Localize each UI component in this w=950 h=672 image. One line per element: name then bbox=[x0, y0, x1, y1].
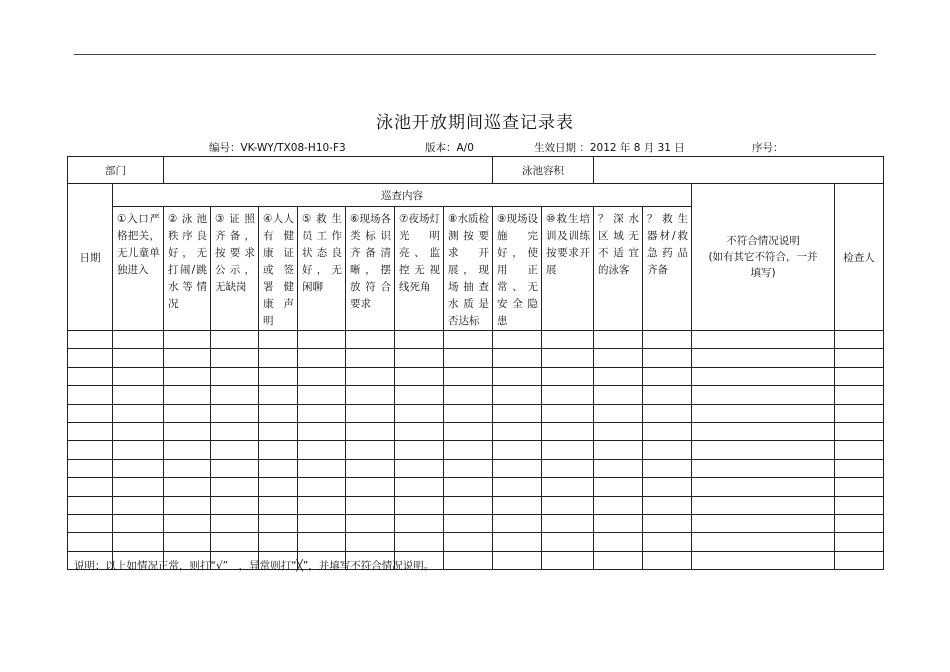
record-cell[interactable] bbox=[594, 514, 643, 532]
table-row bbox=[68, 404, 884, 422]
record-cell[interactable] bbox=[493, 478, 542, 496]
record-cell[interactable] bbox=[298, 533, 346, 551]
record-cell[interactable] bbox=[643, 533, 692, 551]
record-cell[interactable] bbox=[346, 496, 395, 514]
record-cell[interactable] bbox=[211, 404, 259, 422]
record-cell[interactable] bbox=[68, 478, 113, 496]
record-cell[interactable] bbox=[643, 551, 692, 569]
record-cell[interactable] bbox=[542, 533, 594, 551]
record-cell[interactable] bbox=[692, 478, 835, 496]
record-cell[interactable] bbox=[493, 386, 542, 404]
inspection-content-header: 巡查内容 bbox=[113, 184, 692, 207]
footnote: 说明：以上如情况正常，则打“√” ，异常则打“╳”，并填写不符合情况说明。 bbox=[74, 560, 435, 572]
record-cell[interactable] bbox=[113, 496, 164, 514]
code-label: 编号： bbox=[209, 142, 241, 154]
table-row bbox=[68, 331, 884, 349]
record-cell[interactable] bbox=[493, 404, 542, 422]
record-cell[interactable] bbox=[211, 386, 259, 404]
version-value: A/0 bbox=[456, 142, 474, 154]
record-cell[interactable] bbox=[594, 422, 643, 440]
record-cell[interactable] bbox=[259, 459, 298, 477]
record-cell[interactable] bbox=[211, 441, 259, 459]
record-cell[interactable] bbox=[346, 367, 395, 385]
record-cell[interactable] bbox=[692, 551, 835, 569]
table-row bbox=[68, 441, 884, 459]
record-cell[interactable] bbox=[113, 514, 164, 532]
record-cell[interactable] bbox=[835, 422, 884, 440]
record-cell[interactable] bbox=[259, 533, 298, 551]
record-cell[interactable] bbox=[594, 331, 643, 349]
record-cell[interactable] bbox=[444, 478, 493, 496]
record-cell[interactable] bbox=[298, 496, 346, 514]
record-cell[interactable] bbox=[346, 514, 395, 532]
record-cell[interactable] bbox=[395, 331, 444, 349]
record-cell[interactable] bbox=[68, 404, 113, 422]
record-cell[interactable] bbox=[835, 367, 884, 385]
record-cell[interactable] bbox=[346, 459, 395, 477]
record-cell[interactable] bbox=[444, 349, 493, 367]
item-night-lighting: ⑦夜场灯光明亮、监控无视线死角 bbox=[395, 207, 444, 331]
record-cell[interactable] bbox=[298, 478, 346, 496]
record-cell[interactable] bbox=[211, 331, 259, 349]
record-cell[interactable] bbox=[259, 514, 298, 532]
record-cell[interactable] bbox=[643, 404, 692, 422]
record-cell[interactable] bbox=[493, 349, 542, 367]
header-rule bbox=[74, 54, 876, 55]
record-cell[interactable] bbox=[164, 404, 211, 422]
record-cell[interactable] bbox=[444, 331, 493, 349]
record-cell[interactable] bbox=[835, 478, 884, 496]
record-cell[interactable] bbox=[643, 349, 692, 367]
record-cell[interactable] bbox=[643, 496, 692, 514]
record-cell[interactable] bbox=[164, 441, 211, 459]
record-cell[interactable] bbox=[113, 404, 164, 422]
record-cell[interactable] bbox=[493, 533, 542, 551]
record-cell[interactable] bbox=[835, 551, 884, 569]
record-cell[interactable] bbox=[259, 422, 298, 440]
record-cell[interactable] bbox=[542, 551, 594, 569]
record-cell[interactable] bbox=[594, 367, 643, 385]
record-cell[interactable] bbox=[542, 441, 594, 459]
record-cell[interactable] bbox=[259, 496, 298, 514]
record-cell[interactable] bbox=[594, 349, 643, 367]
record-cell[interactable] bbox=[298, 514, 346, 532]
record-cell[interactable] bbox=[594, 459, 643, 477]
record-cell[interactable] bbox=[68, 533, 113, 551]
item-licenses: ③证照齐备，按要求公示，无缺岗 bbox=[211, 207, 259, 331]
record-cell[interactable] bbox=[211, 496, 259, 514]
version-field bbox=[425, 140, 474, 155]
record-cell[interactable] bbox=[113, 367, 164, 385]
record-cell[interactable] bbox=[542, 349, 594, 367]
record-cell[interactable] bbox=[211, 459, 259, 477]
record-cell[interactable] bbox=[594, 404, 643, 422]
record-cell[interactable] bbox=[164, 331, 211, 349]
date-header: 日期 bbox=[68, 184, 113, 331]
record-cell[interactable] bbox=[164, 514, 211, 532]
record-cell[interactable] bbox=[835, 514, 884, 532]
record-cell[interactable] bbox=[395, 386, 444, 404]
record-cell[interactable] bbox=[164, 422, 211, 440]
record-cell[interactable] bbox=[395, 349, 444, 367]
record-cell[interactable] bbox=[113, 422, 164, 440]
record-cell[interactable] bbox=[113, 331, 164, 349]
record-cell[interactable] bbox=[395, 533, 444, 551]
record-cell[interactable] bbox=[346, 386, 395, 404]
record-cell[interactable] bbox=[298, 331, 346, 349]
record-cell[interactable] bbox=[395, 367, 444, 385]
item-health-certificates: ④人人有健康证或签署健康声明 bbox=[259, 207, 298, 331]
inspector-header: 检查人 bbox=[835, 184, 884, 331]
record-cell[interactable] bbox=[594, 496, 643, 514]
record-cell[interactable] bbox=[444, 404, 493, 422]
record-cell[interactable] bbox=[594, 478, 643, 496]
record-cell[interactable] bbox=[211, 533, 259, 551]
record-cell[interactable] bbox=[594, 551, 643, 569]
record-cell[interactable] bbox=[259, 386, 298, 404]
record-cell[interactable] bbox=[346, 331, 395, 349]
record-cell[interactable] bbox=[298, 367, 346, 385]
record-cell[interactable] bbox=[346, 533, 395, 551]
record-cell[interactable] bbox=[113, 478, 164, 496]
record-cell[interactable] bbox=[493, 496, 542, 514]
record-cell[interactable] bbox=[298, 386, 346, 404]
record-cell[interactable] bbox=[835, 496, 884, 514]
dept-value[interactable] bbox=[164, 157, 493, 184]
record-cell[interactable] bbox=[164, 386, 211, 404]
record-cell[interactable] bbox=[692, 459, 835, 477]
record-cell[interactable] bbox=[298, 349, 346, 367]
record-cell[interactable] bbox=[211, 422, 259, 440]
record-cell[interactable] bbox=[692, 367, 835, 385]
record-cell[interactable] bbox=[643, 459, 692, 477]
serial-label: 序号： bbox=[752, 142, 784, 154]
record-cell[interactable] bbox=[444, 459, 493, 477]
record-cell[interactable] bbox=[493, 367, 542, 385]
record-cell[interactable] bbox=[211, 514, 259, 532]
table-row bbox=[68, 478, 884, 496]
record-cell[interactable] bbox=[594, 533, 643, 551]
record-cell[interactable] bbox=[692, 404, 835, 422]
table-row bbox=[68, 349, 884, 367]
version-label: 版本： bbox=[425, 142, 457, 154]
effective-date-field bbox=[534, 140, 685, 155]
item-rescue-equipment: ？救生器材/救急药品齐备 bbox=[643, 207, 692, 331]
record-cell[interactable] bbox=[113, 441, 164, 459]
serial-field bbox=[752, 140, 784, 155]
record-cell[interactable] bbox=[164, 459, 211, 477]
record-cell[interactable] bbox=[835, 441, 884, 459]
pool-capacity-value[interactable] bbox=[594, 157, 884, 184]
table-row bbox=[68, 496, 884, 514]
record-cell[interactable] bbox=[164, 533, 211, 551]
record-cell[interactable] bbox=[395, 422, 444, 440]
record-cell[interactable] bbox=[346, 349, 395, 367]
record-cell[interactable] bbox=[68, 367, 113, 385]
record-cell[interactable] bbox=[346, 478, 395, 496]
record-cell[interactable] bbox=[298, 459, 346, 477]
record-cell[interactable] bbox=[643, 386, 692, 404]
record-cell[interactable] bbox=[211, 367, 259, 385]
table-row bbox=[68, 367, 884, 385]
record-cell[interactable] bbox=[643, 514, 692, 532]
record-cell[interactable] bbox=[542, 496, 594, 514]
nonconformity-title: 不符合情况说明 bbox=[726, 235, 800, 247]
record-cell[interactable] bbox=[692, 533, 835, 551]
item-training: ⑩救生培训及训练按要求开展 bbox=[542, 207, 594, 331]
record-cell[interactable] bbox=[444, 367, 493, 385]
record-cell[interactable] bbox=[692, 441, 835, 459]
pool-capacity-label: 泳池容积 bbox=[493, 157, 594, 184]
record-cell[interactable] bbox=[298, 404, 346, 422]
record-cell[interactable] bbox=[68, 386, 113, 404]
effective-date-label: 生效日期 ： bbox=[534, 142, 590, 154]
record-cell[interactable] bbox=[259, 349, 298, 367]
record-cell[interactable] bbox=[68, 422, 113, 440]
record-cell[interactable] bbox=[643, 331, 692, 349]
record-cell[interactable] bbox=[542, 459, 594, 477]
record-cell[interactable] bbox=[835, 459, 884, 477]
record-cell[interactable] bbox=[395, 514, 444, 532]
record-cell[interactable] bbox=[211, 478, 259, 496]
record-cell[interactable] bbox=[835, 386, 884, 404]
record-cell[interactable] bbox=[395, 478, 444, 496]
record-cell[interactable] bbox=[692, 514, 835, 532]
record-cell[interactable] bbox=[542, 367, 594, 385]
record-cell[interactable] bbox=[835, 349, 884, 367]
record-cell[interactable] bbox=[395, 496, 444, 514]
record-cell[interactable] bbox=[493, 331, 542, 349]
record-cell[interactable] bbox=[444, 441, 493, 459]
record-cell[interactable] bbox=[692, 386, 835, 404]
record-cell[interactable] bbox=[444, 551, 493, 569]
record-cell[interactable] bbox=[259, 478, 298, 496]
record-cell[interactable] bbox=[493, 514, 542, 532]
record-cell[interactable] bbox=[493, 551, 542, 569]
record-cell[interactable] bbox=[643, 478, 692, 496]
record-cell[interactable] bbox=[493, 459, 542, 477]
record-cell[interactable] bbox=[259, 441, 298, 459]
table-row bbox=[68, 514, 884, 532]
record-cell[interactable] bbox=[346, 441, 395, 459]
table-row bbox=[68, 459, 884, 477]
record-cell[interactable] bbox=[298, 422, 346, 440]
item-signage: ⑥现场各类标识齐备清晰，摆放符合要求 bbox=[346, 207, 395, 331]
record-cell[interactable] bbox=[346, 404, 395, 422]
record-cell[interactable] bbox=[444, 496, 493, 514]
record-cell[interactable] bbox=[643, 367, 692, 385]
record-cell[interactable] bbox=[164, 478, 211, 496]
record-cell[interactable] bbox=[643, 422, 692, 440]
record-cell[interactable] bbox=[164, 496, 211, 514]
record-cell[interactable] bbox=[542, 331, 594, 349]
record-cell[interactable] bbox=[68, 459, 113, 477]
record-cell[interactable] bbox=[594, 386, 643, 404]
record-cell[interactable] bbox=[395, 441, 444, 459]
record-cell[interactable] bbox=[493, 441, 542, 459]
nonconformity-note: (如有其它不符合，一并填写) bbox=[708, 251, 818, 279]
record-cell[interactable] bbox=[594, 441, 643, 459]
record-cell[interactable] bbox=[68, 514, 113, 532]
record-cell[interactable] bbox=[298, 441, 346, 459]
record-cell[interactable] bbox=[395, 459, 444, 477]
dept-label: 部门 bbox=[68, 157, 164, 184]
record-cell[interactable] bbox=[444, 422, 493, 440]
record-cell[interactable] bbox=[542, 478, 594, 496]
record-cell[interactable] bbox=[211, 349, 259, 367]
record-cell[interactable] bbox=[643, 441, 692, 459]
record-cell[interactable] bbox=[259, 404, 298, 422]
record-cell[interactable] bbox=[113, 386, 164, 404]
record-cell[interactable] bbox=[444, 386, 493, 404]
record-cell[interactable] bbox=[542, 514, 594, 532]
record-cell[interactable] bbox=[68, 349, 113, 367]
code-field bbox=[209, 140, 346, 155]
record-cell[interactable] bbox=[164, 367, 211, 385]
item-facilities: ⑨现场设施完好，使用正常、无安全隐患 bbox=[493, 207, 542, 331]
record-cell[interactable] bbox=[542, 422, 594, 440]
record-cell[interactable] bbox=[113, 459, 164, 477]
effective-date-value: 2012 年 8 月 31 日 bbox=[589, 142, 685, 154]
record-cell[interactable] bbox=[692, 496, 835, 514]
table-row bbox=[68, 533, 884, 551]
record-cell[interactable] bbox=[542, 404, 594, 422]
record-cell[interactable] bbox=[493, 422, 542, 440]
table-row bbox=[68, 422, 884, 440]
record-cell[interactable] bbox=[113, 533, 164, 551]
record-cell[interactable] bbox=[68, 331, 113, 349]
record-cell[interactable] bbox=[164, 349, 211, 367]
record-cell[interactable] bbox=[542, 386, 594, 404]
item-deep-water-area: ？深水区域无不适宜的泳客 bbox=[594, 207, 643, 331]
record-cell[interactable] bbox=[835, 404, 884, 422]
record-cell[interactable] bbox=[835, 331, 884, 349]
table-row bbox=[68, 386, 884, 404]
record-cell[interactable] bbox=[444, 514, 493, 532]
record-cell[interactable] bbox=[68, 441, 113, 459]
record-cell[interactable] bbox=[346, 422, 395, 440]
record-cell[interactable] bbox=[835, 533, 884, 551]
record-cell[interactable] bbox=[259, 367, 298, 385]
inspection-table bbox=[67, 156, 884, 570]
item-lifeguard-status: ⑤救生员工作状态良好，无闲聊 bbox=[298, 207, 346, 331]
record-cell[interactable] bbox=[692, 349, 835, 367]
record-cell[interactable] bbox=[692, 422, 835, 440]
item-pool-order: ②泳池秩序良好，无打闹/跳水等情况 bbox=[164, 207, 211, 331]
item-entrance-control: ①入口严格把关，无儿童单独进入 bbox=[113, 207, 164, 331]
item-water-quality: ⑧水质检测按要求开展，现场抽查水质是否达标 bbox=[444, 207, 493, 331]
record-cell[interactable] bbox=[68, 496, 113, 514]
record-cell[interactable] bbox=[444, 533, 493, 551]
record-cell[interactable] bbox=[692, 331, 835, 349]
code-value: VK-WY/TX08-H10-F3 bbox=[240, 142, 346, 154]
record-rows bbox=[68, 331, 884, 570]
record-cell[interactable] bbox=[395, 404, 444, 422]
nonconformity-header bbox=[692, 184, 835, 331]
record-cell[interactable] bbox=[259, 331, 298, 349]
record-cell[interactable] bbox=[113, 349, 164, 367]
page-title: 泳池开放期间巡查记录表 bbox=[376, 113, 574, 133]
